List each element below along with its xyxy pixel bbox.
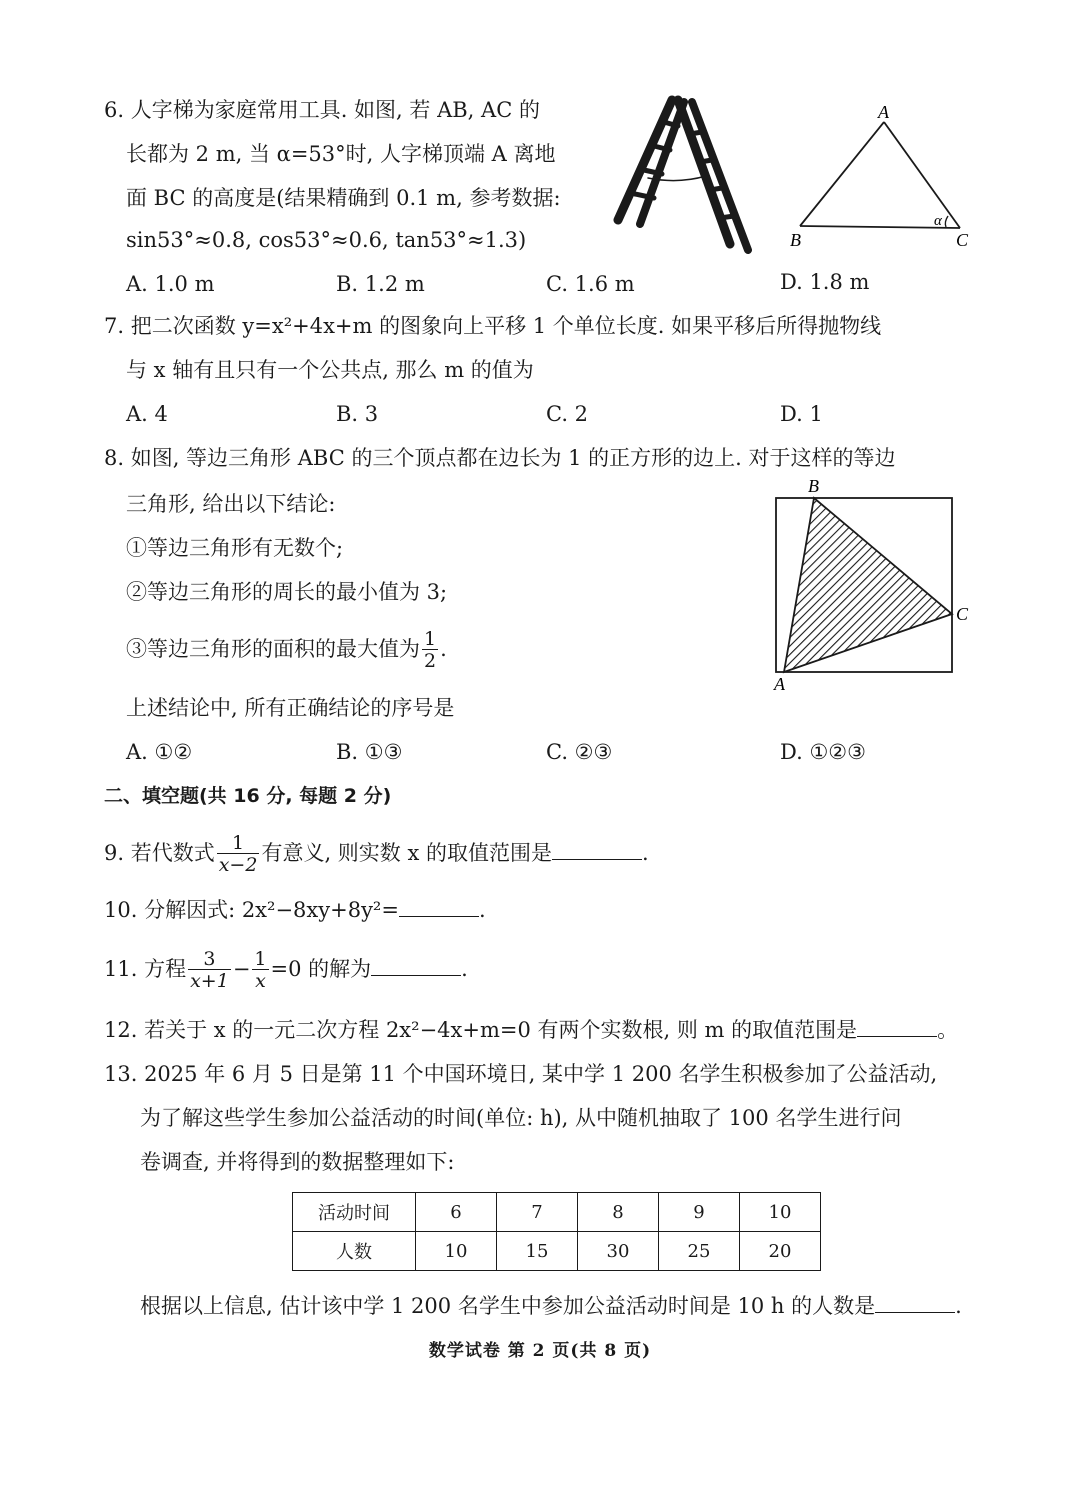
table-cell: 30 (578, 1232, 659, 1271)
q7-line1: 7. 把二次函数 y=x²+4x+m 的图象向上平移 1 个单位长度. 如果平移后所得抛物线 (104, 314, 882, 338)
q9-end: . (642, 841, 649, 865)
q11-answer-blank[interactable] (371, 955, 461, 976)
table-cell: 20 (740, 1232, 821, 1271)
q6-line1: 6. 人字梯为家庭常用工具. 如图, 若 AB, AC 的 (104, 98, 540, 122)
q12-text: 12. 若关于 x 的一元二次方程 2x²−4x+m=0 有两个实数根, 则 m 的取值范围是 (104, 1018, 858, 1042)
q6-label-b: B (790, 230, 801, 250)
q9-text-post: 有意义, 则实数 x 的取值范围是 (261, 841, 552, 865)
q10-text: 10. 分解因式: 2x²−8xy+8y²= (104, 898, 399, 922)
q6-option-a[interactable]: A. 1.0 m (126, 272, 215, 296)
q13-line2: 为了解这些学生参加公益活动的时间(单位: h), 从中随机抽取了 100 名学生进行问 (140, 1106, 902, 1130)
q7-option-c[interactable]: C. 2 (546, 402, 589, 426)
q8-option-b[interactable]: B. ①③ (336, 740, 403, 764)
q13-line3: 卷调查, 并将得到的数据整理如下: (140, 1150, 455, 1174)
ladder-illustration (608, 92, 778, 262)
q12-end: 。 (937, 1018, 959, 1042)
q11 (104, 944, 468, 994)
q6-label-a: A (878, 102, 889, 122)
q10 (104, 896, 486, 924)
table-cell: 10 (416, 1232, 497, 1271)
q6-triangle-figure (780, 98, 980, 258)
q10-end: . (478, 898, 486, 922)
q11-denominator-2: x (255, 970, 266, 992)
q13-end: . (955, 1294, 962, 1318)
table-cell: 25 (659, 1232, 740, 1271)
q13-answer-blank[interactable] (875, 1292, 955, 1313)
table-cell: 9 (659, 1193, 740, 1232)
table-cell: 6 (416, 1193, 497, 1232)
q13-ask-text: 根据以上信息, 估计该中学 1 200 名学生中参加公益活动时间是 10 h 的人数是 (140, 1294, 876, 1318)
q8-label-b: B (808, 476, 819, 496)
q8-option-a[interactable]: A. ①② (126, 740, 193, 764)
q6-line3: 面 BC 的高度是(结果精确到 0.1 m, 参考数据: (126, 186, 561, 210)
table-header-activity-time: 活动时间 (293, 1193, 416, 1232)
q6-line2: 长都为 2 m, 当 α=53°时, 人字梯顶端 A 离地 (126, 142, 556, 166)
q8-ask: 上述结论中, 所有正确结论的序号是 (126, 696, 455, 720)
table-cell: 8 (578, 1193, 659, 1232)
q12 (104, 1016, 958, 1044)
q9-text-pre: 9. 若代数式 (104, 841, 215, 865)
q8-c3-numerator: 1 (424, 628, 437, 650)
q8-c3-text: ③等边三角形的面积的最大值为 (126, 637, 420, 661)
q11-denominator-1: x+1 (190, 970, 229, 992)
table-header-people-count: 人数 (293, 1232, 416, 1271)
q8-c3-denominator: 2 (424, 650, 437, 672)
q11-text-pre: 11. 方程 (104, 957, 187, 981)
table-cell: 15 (497, 1232, 578, 1271)
q8-option-c[interactable]: C. ②③ (546, 740, 613, 764)
q12-answer-blank[interactable] (857, 1016, 937, 1037)
q8-c3-fraction (422, 630, 438, 671)
q13-data-table (292, 1192, 821, 1271)
q6-label-alpha: α (934, 213, 942, 229)
q8-conclusion-2: ②等边三角形的周长的最小值为 3; (126, 580, 448, 604)
q7-option-a[interactable]: A. 4 (126, 402, 168, 426)
q6-line4: sin53°≈0.8, cos53°≈0.6, tan53°≈1.3) (126, 228, 527, 252)
q8-line2: 三角形, 给出以下结论: (126, 492, 336, 516)
q9-numerator: 1 (217, 834, 260, 854)
q10-answer-blank[interactable] (399, 896, 479, 917)
q8-label-a: A (774, 674, 785, 694)
q8-label-c: C (956, 604, 969, 624)
q13-line1: 13. 2025 年 6 月 5 日是第 11 个中国环境日, 某中学 1 200 名学生积极参加了公益活动, (104, 1062, 938, 1086)
q6-option-d[interactable]: D. 1.8 m (780, 270, 870, 294)
q8-square-figure (766, 474, 976, 696)
q11-numerator-1: 3 (188, 950, 231, 970)
q9 (104, 828, 649, 878)
q8-c3-end: . (440, 637, 447, 661)
q9-denominator: x−2 (218, 854, 258, 876)
q9-answer-blank[interactable] (552, 839, 642, 860)
q7-option-b[interactable]: B. 3 (336, 402, 379, 426)
q11-fraction-2 (252, 950, 268, 991)
q7-line2: 与 x 轴有且只有一个公共点, 那么 m 的值为 (126, 358, 534, 382)
q6-option-b[interactable]: B. 1.2 m (336, 272, 425, 296)
q6-option-c[interactable]: C. 1.6 m (546, 272, 635, 296)
section-2-heading: 二、填空题(共 16 分, 每题 2 分) (104, 785, 392, 807)
page-footer: 数学试卷 第 2 页(共 8 页) (428, 1341, 652, 1361)
q11-numerator-2: 1 (254, 948, 267, 970)
table-cell: 7 (497, 1193, 578, 1232)
q6-label-c: C (956, 230, 969, 250)
q11-end: . (461, 957, 468, 981)
q8-conclusion-3 (126, 626, 447, 672)
q11-minus: − (232, 957, 251, 981)
table-row (293, 1232, 821, 1271)
q13-ask (140, 1292, 962, 1320)
table-cell: 10 (740, 1193, 821, 1232)
q8-conclusion-1: ①等边三角形有无数个; (126, 536, 344, 560)
q7-option-d[interactable]: D. 1 (780, 402, 823, 426)
q11-text-post: =0 的解为 (270, 957, 372, 981)
q8-line1: 8. 如图, 等边三角形 ABC 的三个顶点都在边长为 1 的正方形的边上. 对于这样的等边 (104, 446, 896, 470)
q8-option-d[interactable]: D. ①②③ (780, 740, 866, 764)
q9-fraction (217, 834, 260, 875)
q11-fraction-1 (188, 950, 231, 991)
table-row (293, 1193, 821, 1232)
